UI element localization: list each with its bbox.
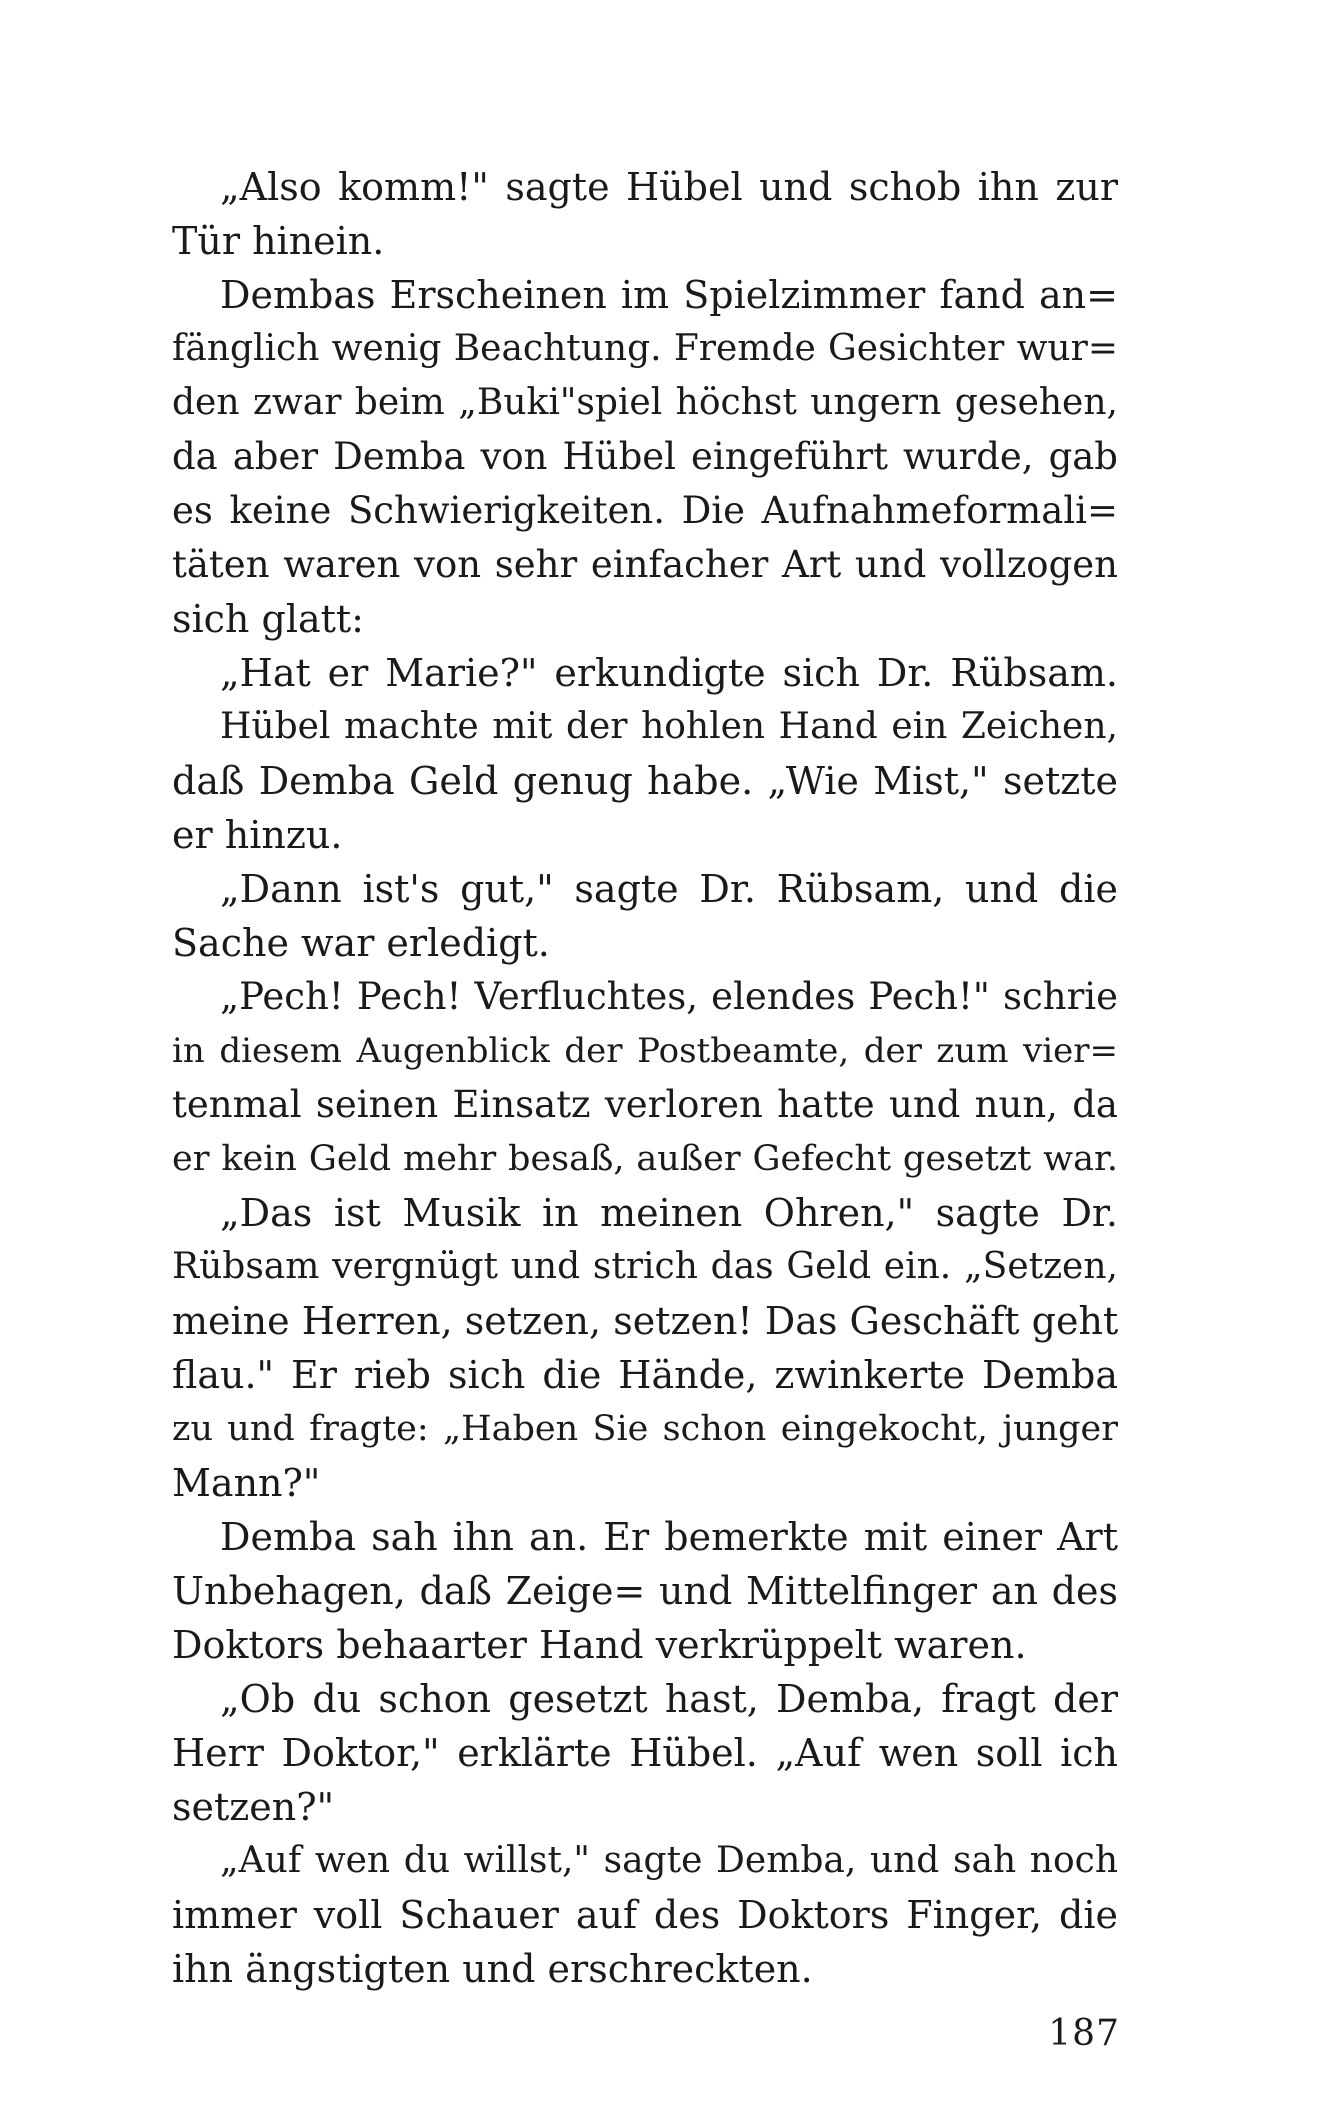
text-line: „Dann ist's gut," sagte Dr. Rübsam, und die bbox=[220, 867, 1118, 911]
text-line: sich glatt: bbox=[172, 597, 364, 641]
text-line: er kein Geld mehr besaß, außer Gefecht gesetzt war. bbox=[172, 1139, 1118, 1179]
text-line: den zwar beim „Buki"spiel höchst ungern gesehen, bbox=[172, 382, 1118, 423]
text-line: da aber Demba von Hübel eingeführt wurde, gab bbox=[172, 435, 1118, 478]
text-line: „Ob du schon gesetzt hast, Demba, fragt der bbox=[220, 1677, 1118, 1721]
text-line: es keine Schwierigkeiten. Die Aufnahmeformali= bbox=[172, 489, 1118, 532]
text-line: immer voll Schauer auf des Doktors Finger, die bbox=[172, 1893, 1118, 1937]
text-line: Unbehagen, daß Zeige= und Mittelfinger an des bbox=[172, 1569, 1118, 1613]
text-line: Doktors behaarter Hand verkrüppelt waren. bbox=[172, 1623, 1027, 1667]
text-line: täten waren von sehr einfacher Art und vollzogen bbox=[172, 543, 1118, 586]
text-line: Tür hinein. bbox=[172, 219, 385, 263]
text-line: daß Demba Geld genug habe. „Wie Mist," setzte bbox=[172, 759, 1118, 803]
text-line: „Auf wen du willst," sagte Demba, und sah noch bbox=[220, 1840, 1118, 1881]
text-line: „Also komm!" sagte Hübel und schob ihn zur bbox=[220, 165, 1118, 209]
text-line: fänglich wenig Beachtung. Fremde Gesichter wur= bbox=[172, 328, 1118, 369]
text-line: in diesem Augenblick der Postbeamte, der zum vier= bbox=[172, 1031, 1118, 1071]
text-line: Herr Doktor," erklärte Hübel. „Auf wen soll ich bbox=[172, 1731, 1118, 1775]
text-line: Hübel machte mit der hohlen Hand ein Zeichen, bbox=[220, 706, 1118, 747]
text-line: tenmal seinen Einsatz verloren hatte und nun, da bbox=[172, 1083, 1118, 1126]
text-line: ihn ängstigten und erschreckten. bbox=[172, 1947, 813, 1991]
text-line: flau." Er rieb sich die Hände, zwinkerte Demba bbox=[172, 1353, 1118, 1397]
text-line: setzen?" bbox=[172, 1785, 335, 1829]
text-line: „Pech! Pech! Verfluchtes, elendes Pech!" schrie bbox=[220, 975, 1118, 1018]
text-line: meine Herren, setzen, setzen! Das Geschäft geht bbox=[172, 1299, 1118, 1343]
text-line: zu und fragte: „Haben Sie schon eingekocht, junger bbox=[172, 1409, 1118, 1449]
text-line: Rübsam vergnügt und strich das Geld ein. „Setzen, bbox=[172, 1246, 1118, 1287]
text-line: Demba sah ihn an. Er bemerkte mit einer Art bbox=[220, 1515, 1118, 1559]
text-line: Sache war erledigt. bbox=[172, 921, 550, 965]
text-line: Mann?" bbox=[172, 1461, 321, 1505]
body-text bbox=[172, 160, 1118, 1996]
text-line: er hinzu. bbox=[172, 813, 343, 857]
page-number: 187 bbox=[1048, 2013, 1120, 2054]
text-line: „Das ist Musik in meinen Ohren," sagte Dr. bbox=[220, 1191, 1118, 1235]
text-line: „Hat er Marie?" erkundigte sich Dr. Rübsam. bbox=[220, 651, 1118, 695]
text-line: Dembas Erscheinen im Spielzimmer fand an= bbox=[220, 273, 1118, 317]
